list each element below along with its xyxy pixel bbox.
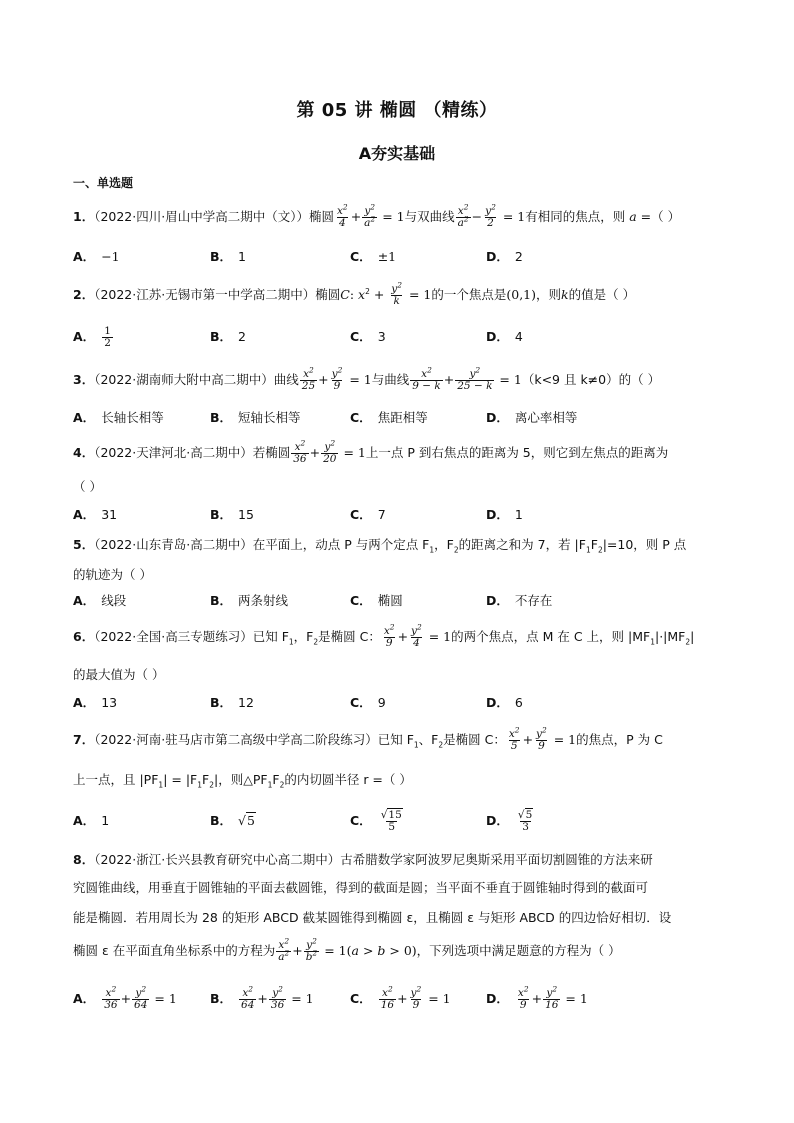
option-d[interactable]: D． 4	[486, 329, 523, 344]
options-q8	[73, 984, 728, 1014]
option-b[interactable]: B． 1	[210, 249, 246, 264]
options-q2	[73, 322, 728, 352]
option-b[interactable]: B． $\frac{x^2}{64}$ + $\frac{y^2}{36}$ = 1	[210, 984, 314, 1011]
question-7: 7．（2022·河南·驻马店市第二高级中学高二阶段练习）已知 $F_1$、$F_2$是椭圆 C： $\frac{x^2}{5}$ + $\frac{y^2}{9}$ = 1的焦点，P 为 C	[73, 725, 663, 752]
option-a[interactable]: A． −1	[73, 249, 120, 264]
option-c[interactable]: C． 椭圆	[350, 593, 403, 608]
option-b[interactable]: B． 短轴长相等	[210, 410, 301, 425]
section-subtitle: A夯实基础	[358, 144, 436, 163]
options-q3	[73, 403, 728, 433]
options-q1	[73, 242, 728, 272]
options-q4	[73, 500, 728, 530]
option-d[interactable]: D． 1	[486, 507, 523, 522]
option-d[interactable]: D． $\frac{x^2}{9}$ + $\frac{y^2}{16}$ = 1	[486, 984, 588, 1011]
question-2: 2．（2022·江苏·无锡市第一中学高二期中）椭圆C: $x^2$ + $\frac{y^2}{k}$ = 1的一个焦点是(0,1)，则k的值是（ ）	[73, 280, 636, 307]
option-c[interactable]: C． $\frac{x^2}{16}$ + $\frac{y^2}{9}$ = 1	[350, 984, 451, 1011]
option-c[interactable]: C． 3	[350, 329, 386, 344]
question-6: 6．（2022·全国·高三专题练习）已知 $F_1$，$F_2$是椭圆 C： $\frac{x^2}{9}$ + $\frac{y^2}{4}$ = 1的两个焦点，点 M 在 C 上，则 $|MF_1|\cdot|MF_2|$	[73, 622, 695, 649]
option-a[interactable]: A． $\frac{1}{2}$	[73, 325, 111, 349]
option-c[interactable]: C． 7	[350, 507, 386, 522]
option-a[interactable]: A． 31	[73, 507, 118, 522]
option-a[interactable]: A． 13	[73, 695, 118, 710]
page-title: 第 05 讲 椭圆 （精练）	[296, 100, 498, 121]
section-heading: 一、单选题	[73, 176, 134, 190]
question-8-line3: 能是椭圆．若用周长为 28 的矩形 ABCD 截某圆锥得到椭圆 ε，且椭圆 ε 与矩形 ABCD 的四边恰好相切．设	[73, 910, 672, 925]
option-d[interactable]: D． 2	[486, 249, 523, 264]
question-5-line2: 的轨迹为（ ）	[73, 567, 152, 582]
question-4: 4．（2022·天津河北·高二期中）若椭圆 $\frac{x^2}{36}$ + $\frac{y^2}{20}$ = 1上一点 P 到右焦点的距离为 5，则它到左焦点的距离为	[73, 438, 669, 465]
options-q7	[73, 806, 728, 836]
option-a[interactable]: A． 线段	[73, 593, 127, 608]
option-c[interactable]: C． 焦距相等	[350, 410, 428, 425]
question-6-line2: 的最大值为（ ）	[73, 667, 165, 682]
option-b[interactable]: B． 2	[210, 329, 246, 344]
option-d[interactable]: D． 不存在	[486, 593, 553, 608]
option-a[interactable]: A． $\frac{x^2}{36}$ + $\frac{y^2}{64}$ = 1	[73, 984, 177, 1011]
question-7-line2: 上一点，且 $|PF_1| = |F_1F_2|$，则$\triangle PF_1F_2$的内切圆半径 r =（ ）	[73, 772, 412, 790]
option-b[interactable]: B． √5	[210, 813, 255, 828]
options-q6	[73, 688, 728, 718]
options-q5	[73, 586, 728, 616]
option-d[interactable]: D． 离心率相等	[486, 410, 578, 425]
option-c[interactable]: C． 9	[350, 695, 386, 710]
option-a[interactable]: A． 长轴长相等	[73, 410, 164, 425]
option-c[interactable]: C． $\frac{√15}{5}$	[350, 809, 402, 833]
question-8-line4: 椭圆 ε 在平面直角坐标系中的方程为 $\frac{x^2}{a^2}$ + $\frac{y^2}{b^2}$ = 1(a > b > 0)，下列选项中满足题意的方程为（ ）	[73, 936, 621, 963]
question-1: 1．（2022·四川·眉山中学高二期中（文））椭圆 $\frac{x^2}{4}$ + $\frac{y^2}{a^2}$ = 1与双曲线 $\frac{x^2}{a^2}$ − $\frac{y^2}{2}$ = 1有相同的焦点，则 a =（ ）	[73, 202, 681, 229]
question-8-line2: 究圆锥曲线，用垂直于圆锥轴的平面去截圆锥，得到的截面是圆；当平面不垂直于圆锥轴时得到的截面可	[73, 880, 649, 895]
option-a[interactable]: A． 1	[73, 813, 110, 828]
option-b[interactable]: B． 12	[210, 695, 254, 710]
question-5: 5．（2022·山东青岛·高二期中）在平面上，动点 P 与两个定点 $F_1$，$F_2$的距离之和为 7，若 $|F_1F_2|=10$，则 P 点	[73, 537, 687, 555]
option-b[interactable]: B． 15	[210, 507, 254, 522]
question-3: 3．（2022·湖南师大附中高二期中）曲线 $\frac{x^2}{25}$ + $\frac{y^2}{9}$ = 1与曲线 $\frac{x^2}{9 - k}$ + $\frac{y^2}{25 - k}$ = 1（k<9 且 k≠0）的（ ）	[73, 365, 661, 392]
option-c[interactable]: C． ±1	[350, 249, 397, 264]
question-4-line2: （ ）	[73, 479, 102, 494]
option-d[interactable]: D． 6	[486, 695, 523, 710]
question-8: 8．（2022·浙江·长兴县教育研究中心高二期中）古希腊数学家阿波罗尼奥斯采用平面切割圆锥的方法来研	[73, 852, 653, 867]
option-b[interactable]: B． 两条射线	[210, 593, 289, 608]
option-d[interactable]: D． $\frac{√5}{3}$	[486, 809, 533, 833]
